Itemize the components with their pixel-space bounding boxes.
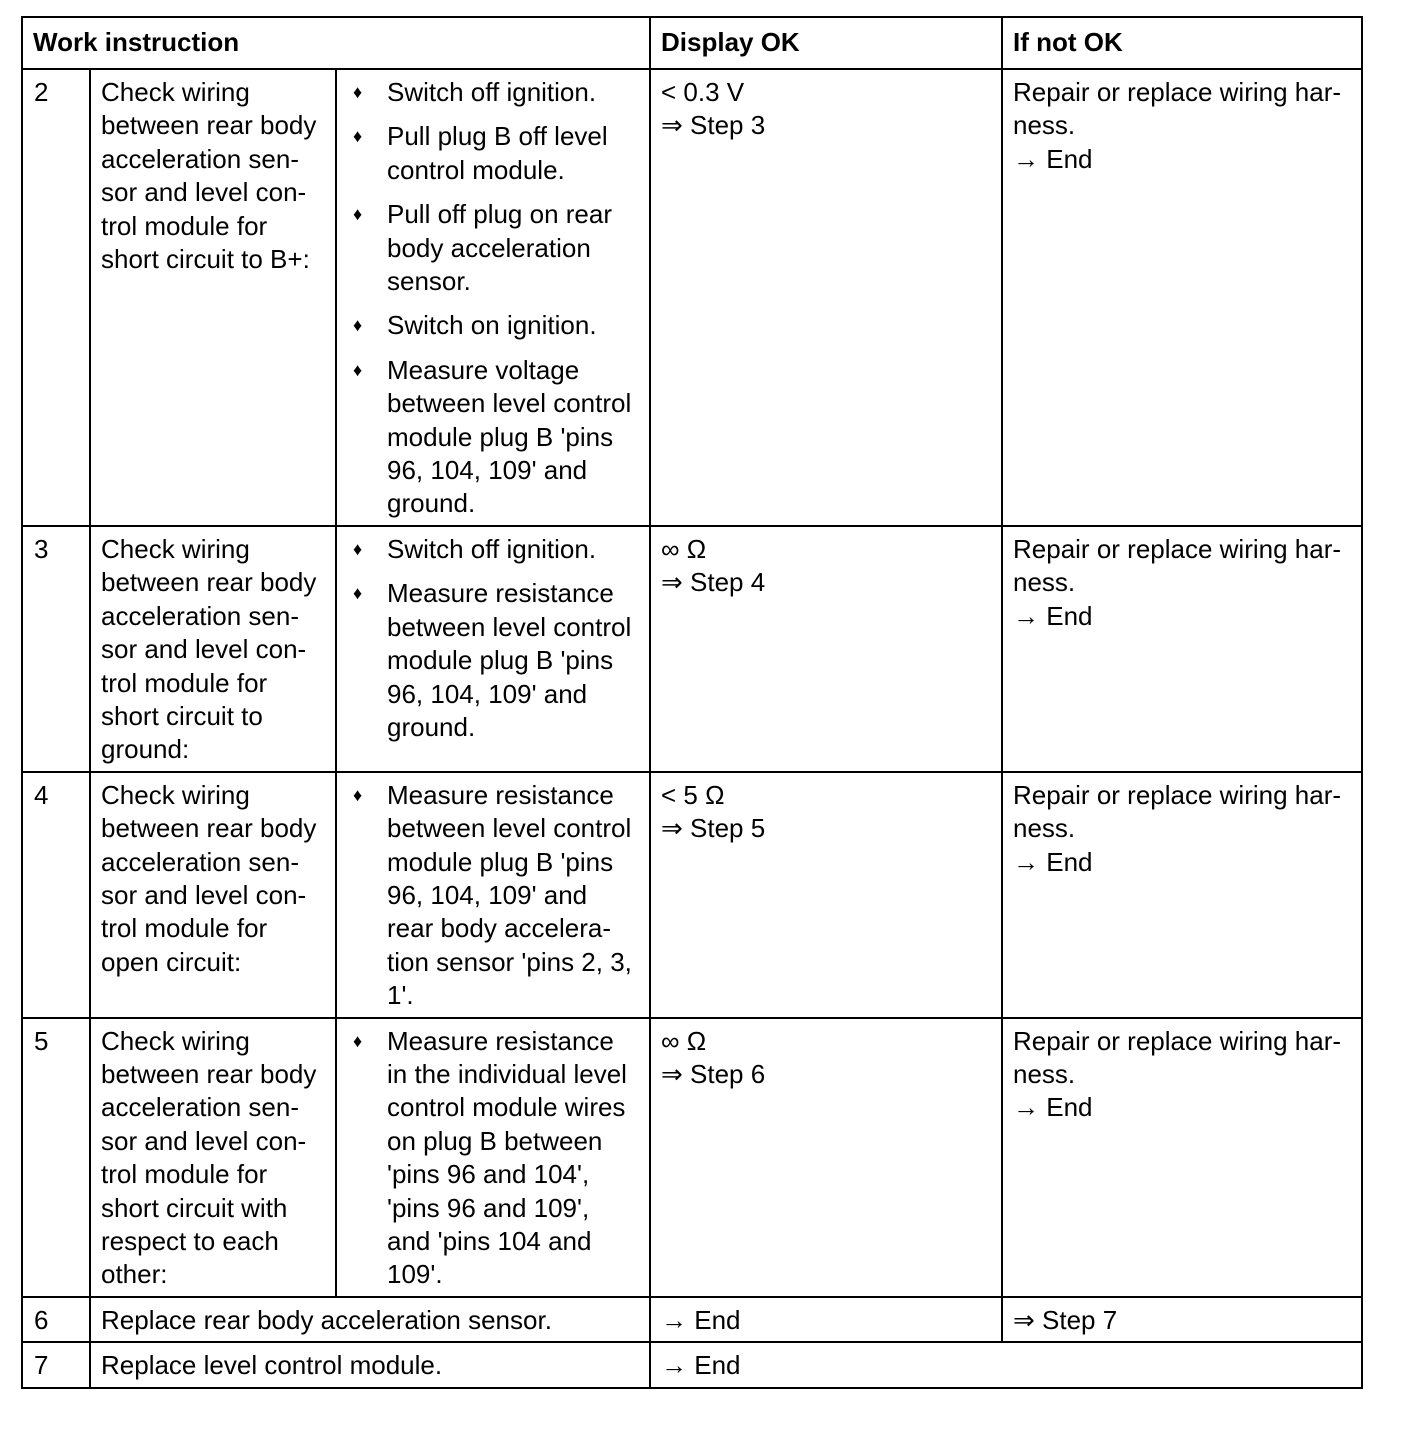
bullet-icon: ♦ [353,583,363,604]
bullet-icon: ♦ [353,315,363,336]
if-not-ok-action: Repair or replace wiring har-ness. [1013,533,1342,598]
step-number: 2 [22,69,90,526]
if-not-ok-cell [1002,772,1362,1018]
table-row [22,772,1362,1018]
table-row [22,1342,1362,1387]
if-not-ok-action: Repair or replace wiring har-ness. [1013,1025,1342,1089]
table-row [22,1297,1362,1342]
display-ok-value: < 0.3 V [661,77,745,107]
step-actions [336,526,650,772]
list-item: ♦ Switch off ignition. [347,76,639,109]
if-not-ok-cell [1002,1018,1362,1297]
bullet-icon: ♦ [353,1030,363,1051]
step-number: 5 [22,1018,90,1297]
step-title: Check wiring between rear body acceleration sen-sor and level con-trol module for short circuit to ground: [90,526,336,772]
display-ok-next: ⇒ Step 6 [661,1058,766,1089]
display-ok-cell: → End [650,1297,1002,1342]
step-number: 7 [22,1342,90,1387]
if-not-ok-next: → End [1013,600,1093,631]
list-item: ♦ Measure resistance between level control module plug B 'pins 96, 104, 109' and ground. [353,578,632,742]
if-not-ok-cell: ⇒ Step 7 [1002,1297,1362,1342]
if-not-ok-next: → End [1013,846,1093,877]
display-ok-value: ∞ Ω [661,533,707,564]
header-work-instruction: Work instruction [22,17,650,69]
step-actions [336,772,650,1018]
list-item: ♦ Measure voltage between level control module plug B 'pins 96, 104, 109' and ground. [353,354,632,519]
work-instruction-table [21,16,1363,1389]
display-ok-next: ⇒ Step 3 [661,110,766,141]
if-not-ok-next: → End [1013,1092,1093,1123]
step-title: Replace level control module. [90,1342,650,1387]
step-number: 3 [22,526,90,772]
display-ok-cell [650,69,1002,526]
step-actions [336,69,650,526]
step-number: 4 [22,772,90,1018]
display-ok-next: ⇒ Step 4 [661,567,766,598]
table-row [22,69,1362,526]
display-ok-cell [650,526,1002,772]
step-title: Check wiring between rear body acceleration sen-sor and level con-trol module for open circuit: [90,772,336,1018]
list-item: ♦ Pull plug B off level control module. [353,121,608,185]
list-item: ♦ Switch on ignition. [347,309,639,342]
display-ok-value: ∞ Ω [661,1025,707,1056]
display-ok-next: ⇒ Step 5 [661,813,766,844]
bullet-icon: ♦ [353,538,363,559]
display-ok-cell [650,1018,1002,1297]
header-display-ok: Display OK [650,17,1002,69]
header-row [22,17,1362,69]
if-not-ok-cell [1002,526,1362,772]
display-ok-cell [650,772,1002,1018]
bullet-icon: ♦ [353,784,363,805]
step-number: 6 [22,1297,90,1342]
list-item: ♦ Measure resistance in the individual level control module wires on plug B between 'pins 96 and 104', 'pins 96 and 109', and 'pins 104 and 109'. [353,1025,627,1290]
display-ok-cell: → End [650,1342,1362,1387]
list-item: ♦ Measure resistance between level control module plug B 'pins 96, 104, 109' and rear body accelera-tion sensor 'pins 2, 3, 1'. [353,779,632,1011]
step-title: Check wiring between rear body acceleration sen-sor and level con-trol module for short circuit to B+: [90,69,336,526]
bullet-icon: ♦ [353,82,363,102]
step-title: Check wiring between rear body acceleration sen-sor and level con-trol module for short circuit with respect to each other: [90,1018,336,1297]
list-item: ♦ Pull off plug on rear body acceleration sensor. [353,199,612,297]
table-row [22,1018,1362,1297]
bullet-icon: ♦ [353,204,363,225]
if-not-ok-action: Repair or replace wiring har-ness. [1013,77,1342,141]
bullet-icon: ♦ [353,126,363,147]
if-not-ok-cell [1002,69,1362,526]
display-ok-value: < 5 Ω [661,779,725,810]
if-not-ok-action: Repair or replace wiring har-ness. [1013,779,1342,844]
list-item: ♦ Switch off ignition. [347,533,639,566]
step-actions [336,1018,650,1297]
step-title: Replace rear body acceleration sensor. [90,1297,650,1342]
header-if-not-ok: If not OK [1002,17,1362,69]
bullet-icon: ♦ [353,359,363,380]
table-row [22,526,1362,772]
if-not-ok-next: → End [1013,143,1093,174]
